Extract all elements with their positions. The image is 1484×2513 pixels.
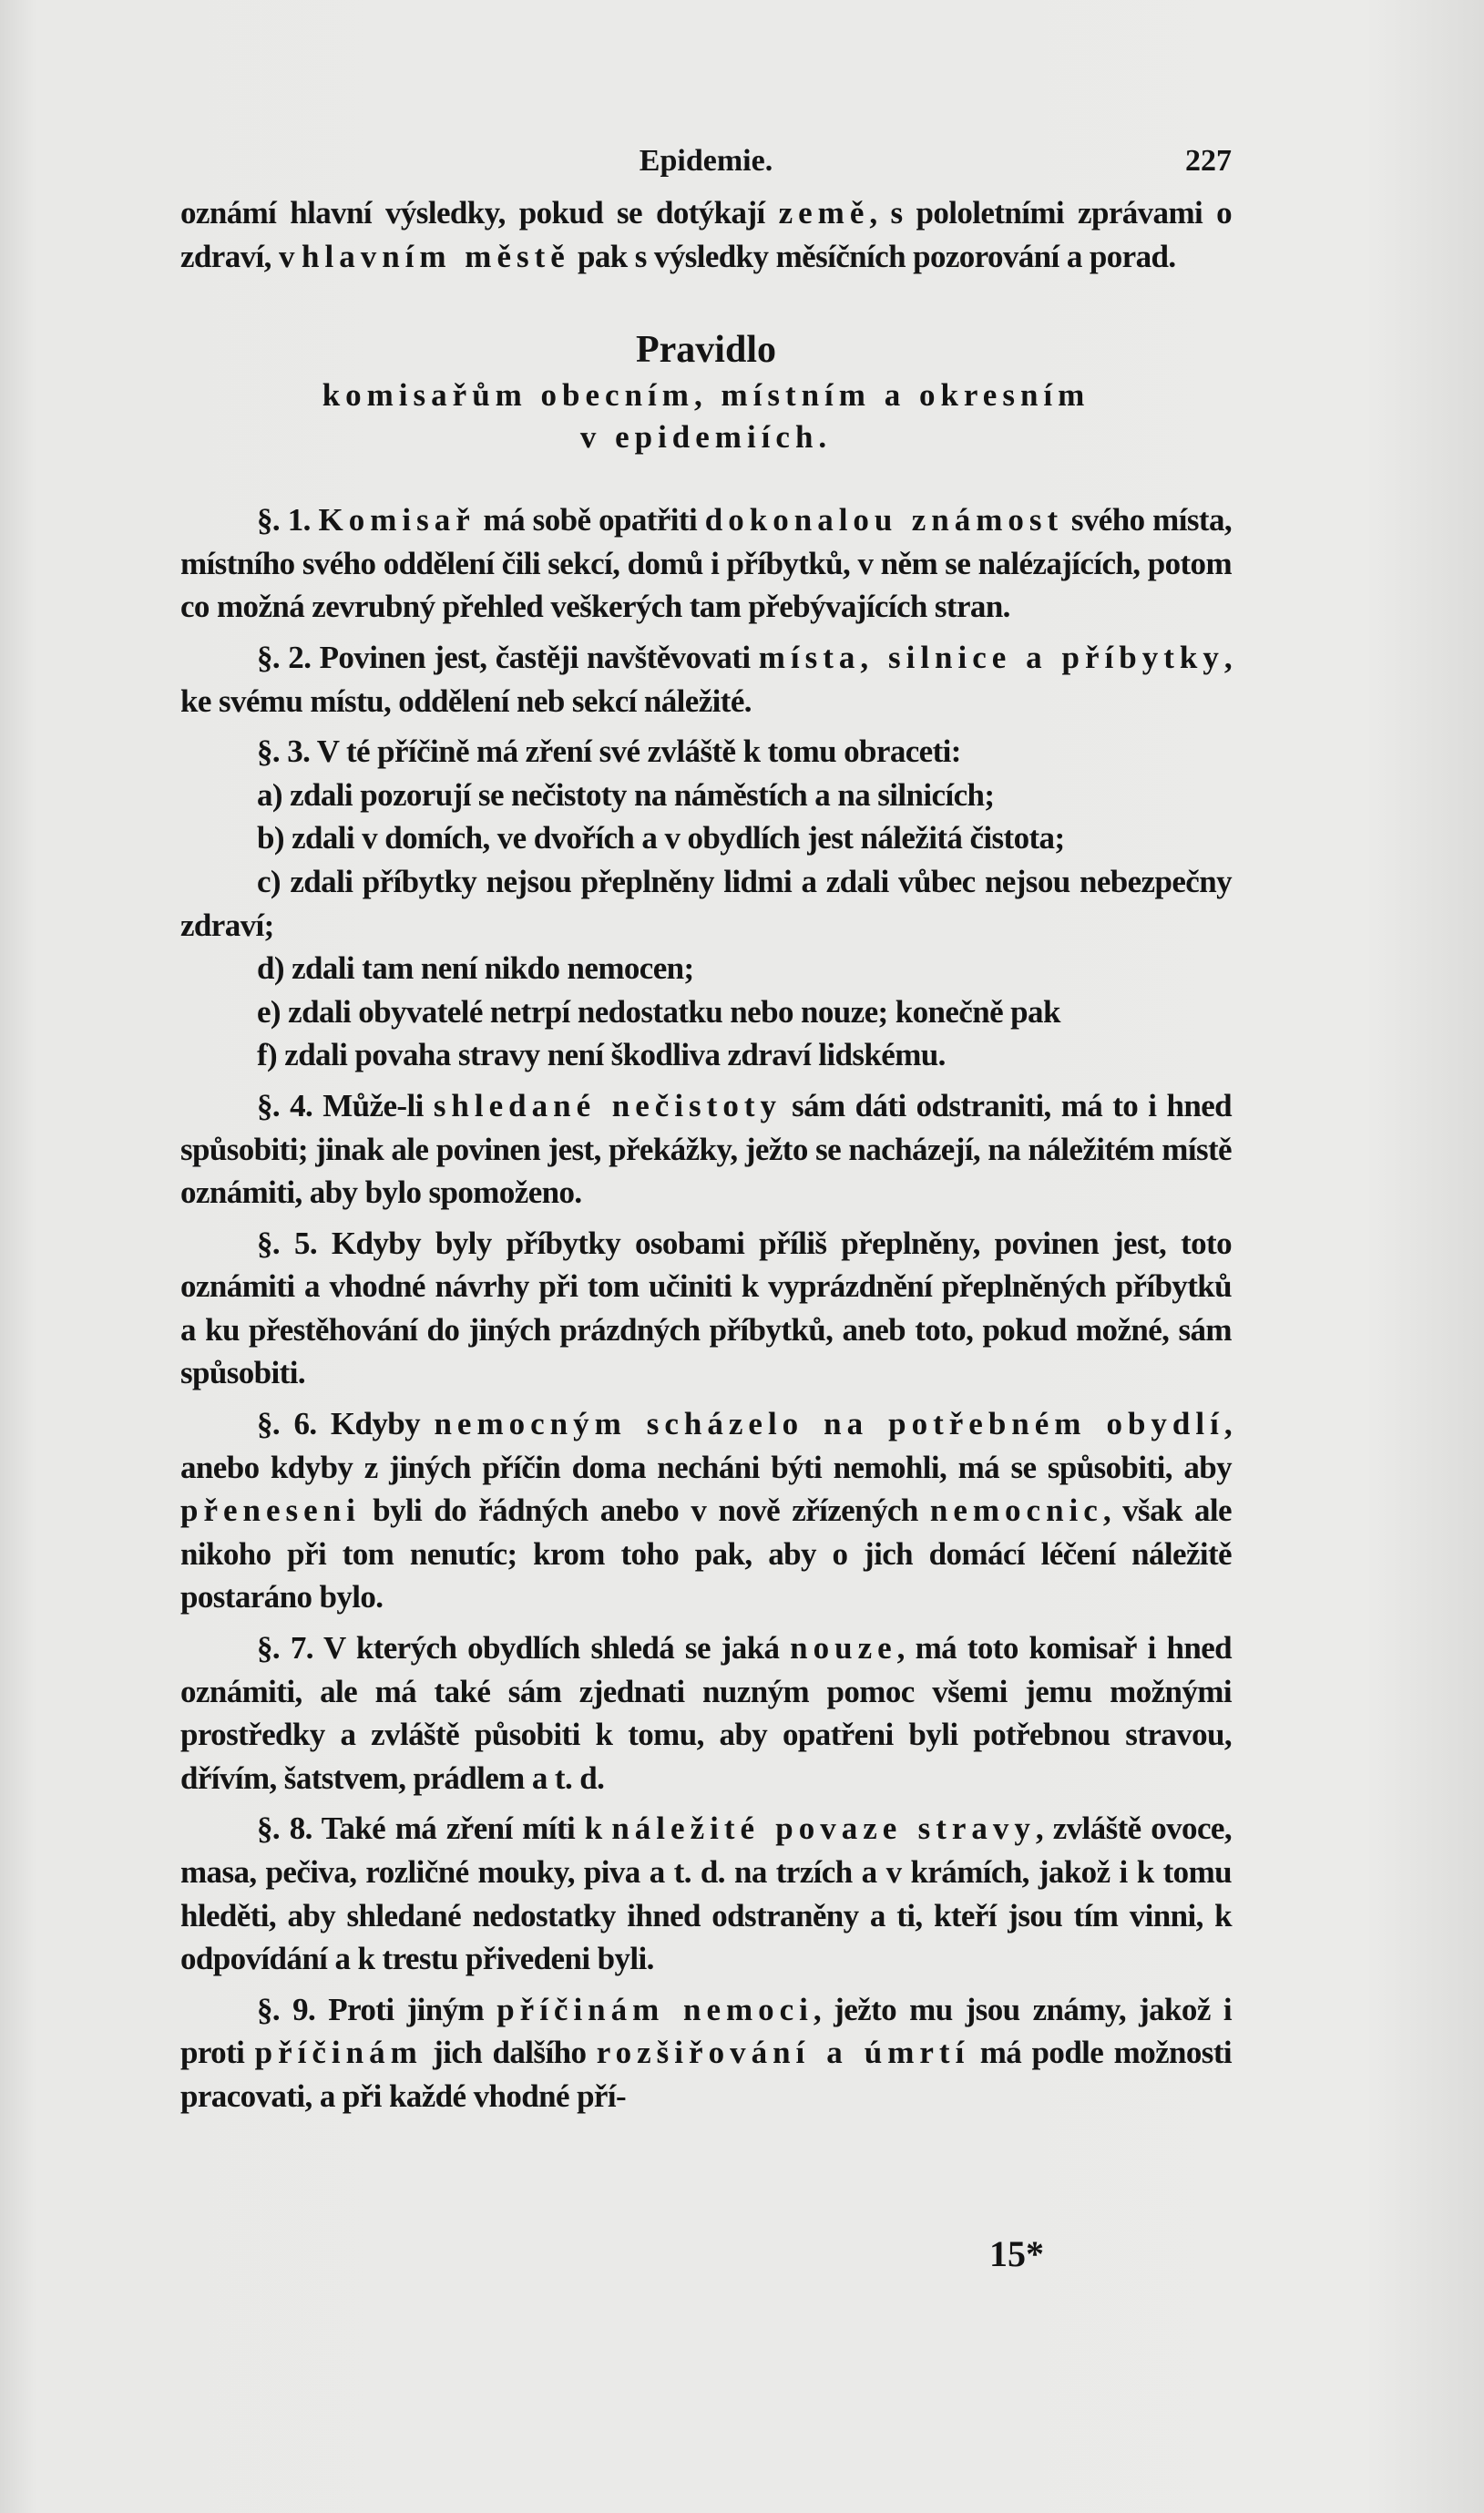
paragraph-1: §. 1. Komisař má sobě opatřiti dokonalou známost svého místa, místního svého oddělení čili sekcí, domů i příbytků, v něm se nalézajících, potom co možná zevrubný přehled veškerých tam přebývajících stran. (180, 502, 1232, 625)
paragraph-8: §. 8. Také má zření míti k náležité povaze stravy, zvláště ovoce, masa, pečiva, rozličné mouky, piva a t. d. na trzích a v krámích, jakož i k tomu hleděti, aby shledané nedostatky ihned odstraněny a ti, kteří jsou tím vinni, k odpovídání a k trestu přivedeni byli. (180, 1810, 1232, 1977)
paragraph-4: §. 4. Může-li shledané nečistoty sám dáti odstraniti, má to i hned spůsobiti; jinak ale povinen jest, překážky, ježto se nacházejí, na náležitém místě oznámiti, aby bylo spomoženo. (180, 1087, 1233, 1211)
list-item-c: c) zdali příbytky nejsou přeplněny lidmi a zdali vůbec nejsou nebezpečny zdraví; (180, 863, 1232, 943)
list-item-f: f) zdali povaha stravy není škodliva zdraví lidskému. (257, 1037, 946, 1073)
section-subheading: komisařům obecním, místním a okresním v epidemiích. (322, 377, 1090, 456)
page-number: 227 (1185, 144, 1232, 178)
list-item-e: e) zdali obyvatelé netrpí nedostatku nebo nouze; konečně pak (257, 993, 1060, 1030)
list-item-b: b) zdali v domích, ve dvořích a v obydlích jest náležitá čistota; (257, 820, 1065, 856)
printer-signature-mark: 15* (989, 2233, 1044, 2274)
list-item-d: d) zdali tam není nikdo nemocen; (257, 950, 694, 987)
section-heading: Pravidlo (636, 329, 776, 372)
paragraph-2: §. 2. Povinen jest, častěji navštěvovati místa, silnice a příbytky, ke svému místu, oddělení neb sekcí náležité. (180, 639, 1232, 719)
paragraph-5: §. 5. Kdyby byly příbytky osobami příliš přeplněny, povinen jest, toto oznámiti a vhodné návrhy při tom učiniti k vyprázdnění přeplněných příbytků a ku přestěhování do jiných prázdných příbytků, aneb toto, pokud možné, sám spůsobiti. (180, 1225, 1232, 1391)
intro-paragraph: oznámí hlavní výsledky, pokud se dotýkají země, s pololetními zprávami o zdraví, v hlavním městě pak s výsledky měsíčních pozorování a porad. (180, 195, 1232, 274)
paragraph-6: §. 6. Kdyby nemocným scházelo na potřebném obydlí, anebo kdyby z jiných příčin doma necháni býti nemohli, má se spůsobiti, aby přeneseni byli do řádných anebo v nově zřízených nemocnic, však ale nikoho při tom nenutíc; krom toho pak, aby o jich domácí léčení náležitě postaráno bylo. (180, 1406, 1232, 1616)
paragraph-7: §. 7. V kterých obydlích shledá se jaká nouze, má toto komisař i hned oznámiti, ale má také sám zjednati nuzným pomoc všemi jemu možnými prostředky a zvláště působiti k tomu, aby opatřeni byli potřebnou stravou, dřívím, šatstvem, prádlem a t. d. (180, 1630, 1232, 1796)
page-header (180, 137, 1232, 191)
paragraph-9: §. 9. Proti jiným příčinám nemoci, ježto mu jsou známy, jakož i proti příčinám jich dalšího rozšiřování a úmrtí má podle možnosti pracovati, a při každé vhodné pří- (180, 1991, 1232, 2114)
list-item-a: a) zdali pozorují se nečistoty na náměstích a na silnicích; (257, 776, 995, 813)
text-block (180, 137, 1232, 2118)
paragraph-3: §. 3. V té příčině má zření své zvláště k tomu obraceti: (257, 733, 961, 770)
running-title: Epidemie. (639, 144, 773, 178)
